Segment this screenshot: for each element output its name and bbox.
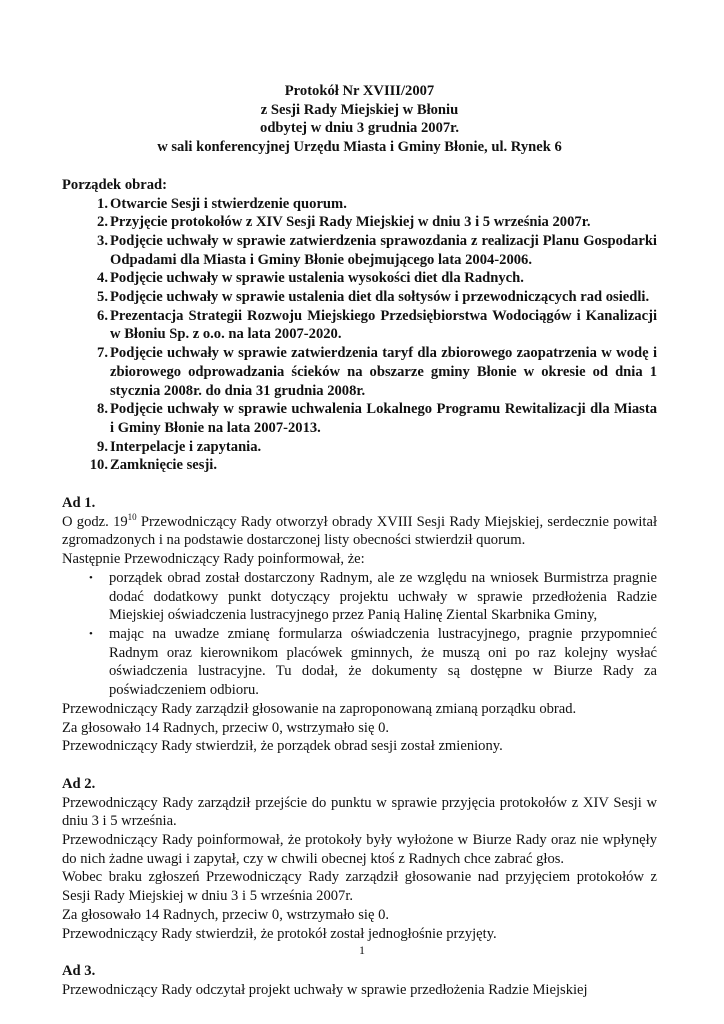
agenda-item-text: Podjęcie uchwały w sprawie ustalenia wysokości diet dla Radnych. <box>110 270 524 287</box>
ad1-opening-minutes: 10 <box>127 511 137 522</box>
agenda-item <box>62 288 657 307</box>
agenda-item-text: Otwarcie Sesji i stwierdzenie quorum. <box>110 195 347 212</box>
ad1-bullet-list <box>62 569 657 700</box>
bullet-text: porządek obrad został dostarczony Radnym, ale ze względu na wniosek Burmistrza pragnie dodać dodatkowy punkt dotyczący projektu uchwały w sprawie przedłożenia Radzie Miejskiej oświadczenia lustracyjnego przez Panią Halinę Ziental Skarbnika Gminy, <box>109 569 657 624</box>
ad1-opening-post: Przewodniczący Rady otworzył obrady XVIII Sesji Rady Miejskiej, serdecznie powitał zgromadzonych i na podstawie dostarczonej listy obecności stwierdził quorum. <box>62 513 658 549</box>
agenda-item-number: 2. <box>97 214 108 231</box>
agenda-item-number: 10. <box>89 457 108 474</box>
agenda-item <box>62 400 657 437</box>
agenda-item-number: 7. <box>97 345 108 362</box>
ad1-paragraph: Przewodniczący Rady zarządził głosowanie na zaproponowaną zmianą porządku obrad. <box>62 700 577 717</box>
section-heading-ad2: Ad 2. <box>62 775 96 792</box>
section-heading-ad3: Ad 3. <box>62 963 96 980</box>
ad1-opening-pre: O godz. 19 <box>62 513 128 530</box>
ad2-paragraph: Przewodniczący Rady stwierdził, że protokół został jednogłośnie przyjęty. <box>62 925 497 942</box>
ad2-paragraph: Wobec braku zgłoszeń Przewodniczący Rady zarządził głosowanie nad przyjęciem protokołów z Sesji Rady Miejskiej w dniu 3 i 5 września 2007r. <box>62 869 657 905</box>
agenda-item-text: Przyjęcie protokołów z XIV Sesji Rady Miejskiej w dniu 3 i 5 września 2007r. <box>110 214 591 231</box>
agenda-item <box>62 213 657 232</box>
agenda-heading: Porządek obrad: <box>62 176 167 193</box>
document-title <box>62 82 657 157</box>
agenda-item <box>62 269 657 288</box>
bullet-item <box>62 625 657 700</box>
agenda-item-text: Podjęcie uchwały w sprawie zatwierdzenia sprawozdania z realizacji Planu Gospodarki Odpadami dla Miasta i Gminy Błonie obejmującego lata 2004-2006. <box>110 232 657 268</box>
agenda-list <box>62 195 657 476</box>
agenda-item <box>62 232 657 269</box>
agenda-item-number: 1. <box>97 195 108 212</box>
bullet-text: mając na uwadze zmianę formularza oświadczenia lustracyjnego, pragnie przypomnieć Radnym oraz kierownikom placówek gminnych, że muszą oni po raz kolejny wysłać oświadczenia lustracyjne. Tu dodał, że dokumenty są dostępne w Biurze Rady za poświadczeniem odbioru. <box>109 625 657 699</box>
agenda-item-text: Podjęcie uchwały w sprawie zatwierdzenia taryf dla zbiorowego zaopatrzenia w wodę i zbiorowego odprowadzania ścieków na obszarze gminy Błonie w okresie od dnia 1 stycznia 2008r. do dnia 31 grudnia 2008r. <box>110 345 657 399</box>
agenda-item-text: Podjęcie uchwały w sprawie uchwalenia Lokalnego Programu Rewitalizacji dla Miasta i Gminy Błonie na lata 2007-2013. <box>110 401 657 436</box>
agenda-item-text: Prezentacja Strategii Rozwoju Miejskiego Przedsiębiorstwa Wodociągów i Kanalizacji w Błoniu Sp. z o.o. na lata 2007-2020. <box>110 307 657 343</box>
ad1-opening-paragraph <box>62 513 657 550</box>
bullet-item <box>62 569 657 625</box>
agenda-item-number: 3. <box>97 232 108 249</box>
agenda-item-text: Podjęcie uchwały w sprawie ustalenia diet dla sołtysów i przewodniczących rad osiedli. <box>110 289 650 306</box>
title-line-4: w sali konferencyjnej Urzędu Miasta i Gminy Błonie, ul. Rynek 6 <box>157 139 562 156</box>
section-heading-ad1: Ad 1. <box>62 495 96 512</box>
page-number: 1 <box>359 943 365 957</box>
agenda-item <box>62 438 657 457</box>
document-page <box>62 82 657 1000</box>
agenda-item <box>62 307 657 344</box>
agenda-item-number: 8. <box>97 401 108 418</box>
title-line-1: Protokół Nr XVIII/2007 <box>284 83 435 99</box>
agenda-item <box>62 456 657 475</box>
ad2-vote-result: Za głosowało 14 Radnych, przeciw 0, wstrzymało się 0. <box>62 906 390 923</box>
bullet-icon: • <box>89 571 93 584</box>
agenda-item-number: 5. <box>97 289 108 306</box>
agenda-item <box>62 344 657 400</box>
agenda-item-number: 9. <box>97 438 108 455</box>
ad1-paragraph: Następnie Przewodniczący Rady poinformował, że: <box>62 551 365 568</box>
title-line-3: odbytej w dniu 3 grudnia 2007r. <box>260 120 459 137</box>
ad1-paragraph: Przewodniczący Rady stwierdził, że porządek obrad sesji został zmieniony. <box>62 738 503 755</box>
agenda-item <box>62 195 657 214</box>
ad3-paragraph: Przewodniczący Rady odczytał projekt uchwały w sprawie przedłożenia Radzie Miejskiej <box>62 981 588 998</box>
title-line-2: z Sesji Rady Miejskiej w Błoniu <box>260 101 459 118</box>
ad2-paragraph: Przewodniczący Rady zarządził przejście do punktu w sprawie przyjęcia protokołów z XIV Sesji w dniu 3 i 5 września. <box>62 794 657 830</box>
ad1-vote-result: Za głosowało 14 Radnych, przeciw 0, wstrzymało się 0. <box>62 719 390 736</box>
ad2-paragraph: Przewodniczący Rady poinformował, że protokoły były wyłożone w Biurze Rady oraz nie wpłynęły do nich żadne uwagi i zapytał, czy w chwili obecnej ktoś z Radnych chce zabrać głos. <box>62 832 657 867</box>
bullet-icon: • <box>89 627 93 640</box>
agenda-item-number: 4. <box>97 270 108 287</box>
agenda-item-text: Zamknięcie sesji. <box>110 457 218 474</box>
agenda-item-number: 6. <box>97 307 108 324</box>
agenda-item-text: Interpelacje i zapytania. <box>110 438 262 455</box>
